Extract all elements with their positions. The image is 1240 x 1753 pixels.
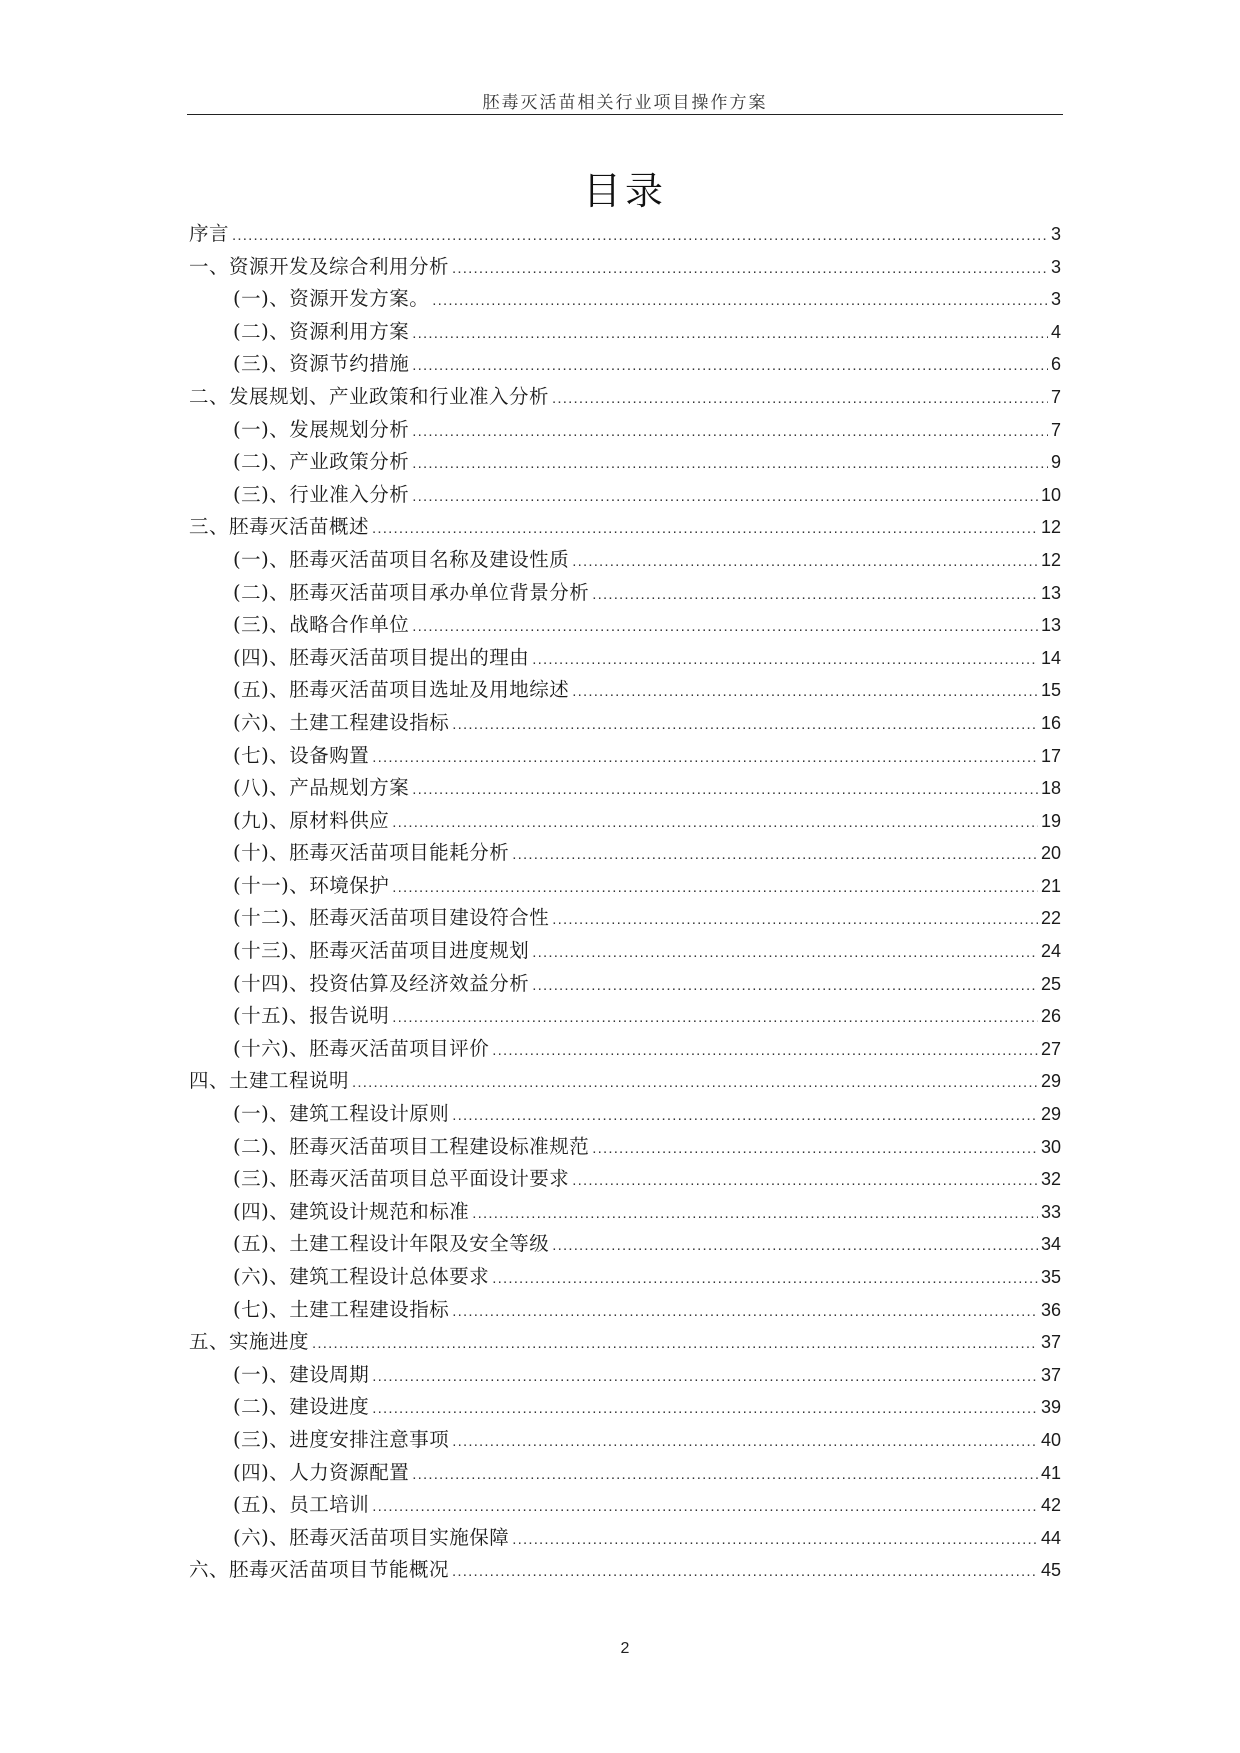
page-title: 目录 [582, 169, 667, 213]
toc-dot-leader [452, 1303, 1038, 1320]
toc-entry-label: 一、资源开发及综合利用分析 [189, 254, 450, 278]
toc-dot-leader [412, 618, 1038, 635]
toc-entry[interactable] [189, 674, 1061, 707]
toc-entry-label: (十二)、胚毒灭活苗项目建设符合性 [233, 906, 550, 930]
toc-entry-page: 12 [1040, 517, 1061, 538]
toc-entry-label: (二)、建设进度 [233, 1395, 370, 1419]
toc-entry-page: 22 [1040, 908, 1061, 929]
toc-entry-label: (二)、胚毒灭活苗项目工程建设标准规范 [233, 1134, 590, 1158]
toc-entry-label: (二)、产业政策分析 [233, 450, 410, 474]
toc-entry-label: (十三)、胚毒灭活苗项目进度规划 [233, 939, 530, 963]
toc-entry[interactable] [189, 577, 1061, 610]
toc-dot-leader [472, 1205, 1038, 1222]
toc-entry-page: 4 [1050, 321, 1061, 342]
toc-entry-label: 三、胚毒灭活苗概述 [189, 515, 370, 539]
toc-entry-label: (十一)、环境保护 [233, 873, 390, 897]
toc-entry[interactable] [189, 642, 1061, 675]
toc-entry-page: 13 [1040, 582, 1061, 603]
toc-dot-leader [452, 1433, 1038, 1450]
toc-entry[interactable] [189, 348, 1061, 381]
toc-dot-leader [412, 781, 1038, 798]
toc-dot-leader [572, 553, 1038, 570]
toc-entry-label: (四)、胚毒灭活苗项目提出的理由 [233, 645, 530, 669]
toc-dot-leader [492, 1042, 1038, 1059]
toc-dot-leader [452, 1563, 1038, 1580]
toc-entry-label: (十五)、报告说明 [233, 1004, 390, 1028]
toc-entry[interactable] [189, 1391, 1061, 1424]
toc-entry-page: 41 [1040, 1462, 1061, 1483]
toc-dot-leader [412, 1466, 1038, 1483]
toc-entry[interactable] [189, 1294, 1061, 1327]
toc-entry[interactable] [189, 772, 1061, 805]
toc-entry[interactable] [189, 805, 1061, 838]
toc-entry[interactable] [189, 381, 1061, 414]
toc-dot-leader [532, 651, 1038, 668]
toc-entry-label: (十六)、胚毒灭活苗项目评价 [233, 1036, 490, 1060]
toc-entry[interactable] [189, 1000, 1061, 1033]
toc-entry-label: (一)、建筑工程设计原则 [233, 1102, 450, 1126]
page-number: 2 [620, 1640, 630, 1657]
toc-entry[interactable] [189, 935, 1061, 968]
toc-entry-label: 六、胚毒灭活苗项目节能概况 [189, 1558, 450, 1582]
toc-entry-page: 20 [1040, 843, 1061, 864]
toc-entry-page: 45 [1040, 1560, 1061, 1581]
toc-entry-label: (十)、胚毒灭活苗项目能耗分析 [233, 841, 510, 865]
toc-entry[interactable] [189, 870, 1061, 903]
toc-entry[interactable] [189, 740, 1061, 773]
toc-entry-page: 7 [1050, 386, 1061, 407]
toc-entry-label: (六)、胚毒灭活苗项目实施保障 [233, 1525, 510, 1549]
toc-dot-leader [372, 1368, 1038, 1385]
toc-dot-leader [412, 357, 1048, 374]
toc-entry[interactable] [189, 511, 1061, 544]
toc-entry-page: 10 [1040, 484, 1061, 505]
toc-entry-label: (一)、发展规划分析 [233, 417, 410, 441]
toc-entry[interactable] [189, 1326, 1061, 1359]
toc-entry[interactable] [189, 544, 1061, 577]
toc-entry-label: (四)、建筑设计规范和标准 [233, 1199, 470, 1223]
toc-entry[interactable] [189, 609, 1061, 642]
toc-entry-page: 18 [1040, 778, 1061, 799]
toc-entry-label: (三)、进度安排注意事项 [233, 1427, 450, 1451]
toc-dot-leader [552, 390, 1048, 407]
header-divider [187, 114, 1063, 115]
toc-entry-label: 四、土建工程说明 [189, 1069, 350, 1093]
toc-dot-leader [372, 1498, 1038, 1515]
toc-entry[interactable] [189, 1196, 1061, 1229]
toc-entry-page: 40 [1040, 1429, 1061, 1450]
toc-entry[interactable] [189, 1098, 1061, 1131]
toc-entry-label: (八)、产品规划方案 [233, 776, 410, 800]
toc-entry-label: 二、发展规划、产业政策和行业准入分析 [189, 384, 550, 408]
toc-entry[interactable] [189, 414, 1061, 447]
toc-entry[interactable] [189, 1359, 1061, 1392]
toc-entry[interactable] [189, 902, 1061, 935]
toc-dot-leader [392, 1009, 1038, 1026]
toc-entry[interactable] [189, 1033, 1061, 1066]
toc-dot-leader [452, 716, 1038, 733]
toc-entry[interactable] [189, 968, 1061, 1001]
toc-dot-leader [552, 911, 1038, 928]
toc-entry[interactable] [189, 1163, 1061, 1196]
toc-entry-page: 3 [1050, 289, 1061, 310]
toc-entry-page: 25 [1040, 973, 1061, 994]
toc-entry-page: 29 [1040, 1071, 1061, 1092]
toc-entry[interactable] [189, 1261, 1061, 1294]
toc-entry-page: 17 [1040, 745, 1061, 766]
toc-entry[interactable] [189, 1424, 1061, 1457]
toc-entry-page: 15 [1040, 680, 1061, 701]
toc-entry-page: 3 [1050, 224, 1061, 244]
toc-entry-label: (四)、人力资源配置 [233, 1460, 410, 1484]
toc-dot-leader [592, 1140, 1038, 1157]
toc-entry[interactable] [189, 1554, 1061, 1587]
toc-entry-page: 26 [1040, 1006, 1061, 1027]
toc-entry[interactable] [189, 1065, 1061, 1098]
toc-entry-label: 序言 [189, 222, 230, 245]
toc-dot-leader [392, 879, 1038, 896]
toc-entry-page: 13 [1040, 615, 1061, 636]
toc-entry-page: 34 [1040, 1234, 1061, 1255]
toc-entry-label: (三)、资源节约措施 [233, 352, 410, 376]
toc-entry-label: (六)、建筑工程设计总体要求 [233, 1265, 490, 1288]
toc-dot-leader [352, 1074, 1038, 1091]
toc-dot-leader [512, 846, 1038, 863]
toc-entry-label: (九)、原材料供应 [233, 808, 390, 832]
toc-entry-page: 44 [1040, 1527, 1061, 1548]
toc-entry-page: 19 [1040, 810, 1061, 831]
toc-entry-page: 33 [1040, 1201, 1061, 1222]
toc-entry[interactable] [189, 1131, 1061, 1164]
toc-dot-leader [392, 814, 1038, 831]
toc-entry[interactable] [189, 1489, 1061, 1522]
toc-dot-leader [532, 944, 1038, 961]
toc-entry[interactable] [189, 1522, 1061, 1555]
toc-entry-page: 32 [1040, 1169, 1061, 1190]
toc-dot-leader [432, 292, 1048, 309]
toc-entry-label: (一)、资源开发方案。 [233, 287, 430, 311]
toc-entry-label: (三)、战略合作单位 [233, 613, 410, 637]
toc-dot-leader [412, 455, 1048, 472]
toc-entry-page: 16 [1040, 712, 1061, 733]
toc-entry[interactable] [189, 446, 1061, 479]
toc-entry-label: (三)、行业准入分析 [233, 482, 410, 506]
toc-entry-page: 37 [1040, 1332, 1061, 1353]
toc-entry-page: 21 [1040, 875, 1061, 896]
toc-dot-leader [372, 1400, 1038, 1417]
toc-entry-label: (二)、胚毒灭活苗项目承办单位背景分析 [233, 580, 590, 604]
toc-entry[interactable] [189, 251, 1061, 284]
toc-dot-leader [232, 227, 1048, 244]
toc-dot-leader [452, 260, 1048, 277]
toc-entry-label: (二)、资源利用方案 [233, 319, 410, 343]
toc-dot-leader [412, 488, 1038, 505]
toc-entry[interactable] [189, 316, 1061, 349]
toc-dot-leader [572, 1172, 1038, 1189]
toc-entry[interactable] [189, 283, 1061, 316]
toc-entry-label: (一)、胚毒灭活苗项目名称及建设性质 [233, 547, 570, 571]
toc-entry[interactable] [189, 1228, 1061, 1261]
toc-entry-label: 五、实施进度 [189, 1330, 310, 1354]
toc-entry[interactable] [189, 837, 1061, 870]
toc-entry-page: 35 [1040, 1267, 1061, 1287]
toc-entry-page: 29 [1040, 1104, 1061, 1125]
toc-dot-leader [372, 749, 1038, 766]
toc-entry[interactable] [189, 218, 1061, 251]
toc-dot-leader [412, 325, 1048, 342]
toc-entry-page: 3 [1050, 256, 1061, 277]
toc-entry-page: 39 [1040, 1397, 1061, 1418]
toc-entry-label: (七)、土建工程建设指标 [233, 1297, 450, 1321]
toc-entry-label: (五)、胚毒灭活苗项目选址及用地综述 [233, 678, 570, 702]
toc-entry-label: (十四)、投资估算及经济效益分析 [233, 971, 530, 995]
toc-dot-leader [552, 1237, 1038, 1254]
toc-entry-page: 6 [1050, 354, 1061, 375]
toc-entry-label: (五)、员工培训 [233, 1493, 370, 1517]
table-of-contents [189, 218, 1061, 1587]
toc-entry-label: (六)、土建工程建设指标 [233, 710, 450, 734]
toc-entry-label: (七)、设备购置 [233, 743, 370, 767]
toc-entry[interactable] [189, 1457, 1061, 1490]
toc-entry-page: 27 [1040, 1038, 1061, 1059]
toc-entry-label: (三)、胚毒灭活苗项目总平面设计要求 [233, 1167, 570, 1191]
toc-entry[interactable] [189, 479, 1061, 512]
toc-dot-leader [512, 1531, 1038, 1548]
toc-entry-page: 36 [1040, 1299, 1061, 1320]
toc-entry[interactable] [189, 707, 1061, 740]
toc-entry-label: (一)、建设周期 [233, 1362, 370, 1386]
toc-entry-page: 7 [1050, 419, 1061, 440]
running-header: 胚毒灭活苗相关行业项目操作方案 [482, 93, 768, 113]
toc-dot-leader [412, 423, 1048, 440]
toc-entry-page: 42 [1040, 1495, 1061, 1516]
toc-entry-page: 30 [1040, 1136, 1061, 1157]
toc-dot-leader [592, 586, 1038, 603]
toc-entry-page: 14 [1040, 647, 1061, 668]
toc-dot-leader [492, 1270, 1038, 1287]
toc-entry-page: 9 [1050, 452, 1061, 473]
toc-dot-leader [572, 683, 1038, 700]
toc-dot-leader [452, 1107, 1038, 1124]
toc-entry-page: 12 [1040, 549, 1061, 570]
toc-dot-leader [532, 977, 1038, 994]
toc-entry-label: (五)、土建工程设计年限及安全等级 [233, 1232, 550, 1256]
toc-dot-leader [372, 520, 1038, 537]
toc-dot-leader [312, 1335, 1038, 1352]
toc-entry-page: 37 [1040, 1364, 1061, 1385]
toc-entry-page: 24 [1040, 941, 1061, 962]
